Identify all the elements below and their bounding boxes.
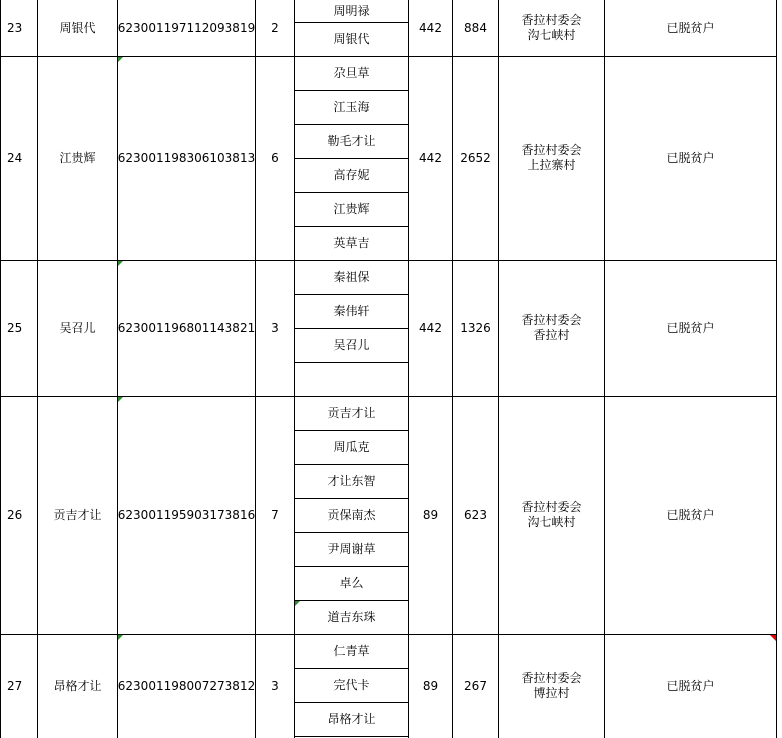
member-name: 尕旦草 <box>333 65 370 80</box>
member-name: 贡吉才让 <box>327 405 376 420</box>
account-number: 623001196801143821 <box>118 320 255 335</box>
poverty-status: 已脱贫户 <box>666 320 715 335</box>
village-location <box>499 396 604 634</box>
village-location-line: 香拉村委会 <box>521 313 582 327</box>
member-name: 贡保南杰 <box>327 507 376 522</box>
text-format-marker <box>118 397 123 402</box>
account-number: 623001198007273812 <box>118 678 255 693</box>
member-name: 道吉东珠 <box>327 609 376 624</box>
unit-amount: 442 <box>419 20 442 35</box>
text-format-marker <box>295 601 300 606</box>
account-number: 623001195903173816 <box>118 507 255 522</box>
unit-amount: 442 <box>419 150 442 165</box>
village-location-line: 香拉村委会 <box>521 500 582 514</box>
member-name: 秦祖保 <box>333 269 370 284</box>
total-amount: 884 <box>464 20 487 35</box>
household-head-name: 吴召儿 <box>59 320 96 335</box>
text-format-marker <box>118 261 123 266</box>
account-number: 623001198306103813 <box>118 150 255 165</box>
member-name: 仁青草 <box>333 643 370 658</box>
row-number: 27 <box>7 678 23 693</box>
member-name: 完代卡 <box>333 677 370 692</box>
household-size: 7 <box>271 507 279 522</box>
member-name: 吴召儿 <box>333 337 370 352</box>
village-location <box>499 0 604 56</box>
total-amount: 1326 <box>460 320 491 335</box>
member-name: 周瓜克 <box>333 439 370 454</box>
member-name: 秦伟轩 <box>333 303 370 318</box>
household-size: 2 <box>271 20 279 35</box>
village-location-line: 上拉寨村 <box>527 158 576 172</box>
row-number: 26 <box>7 507 23 522</box>
total-amount: 267 <box>464 678 487 693</box>
unit-amount: 89 <box>422 678 439 693</box>
village-location-line: 香拉村 <box>533 328 570 342</box>
unit-amount: 89 <box>422 507 439 522</box>
row-number: 24 <box>7 150 23 165</box>
member-row-line <box>294 736 409 737</box>
household-head-name: 昂格才让 <box>53 678 102 693</box>
total-amount: 2652 <box>460 150 491 165</box>
household-size: 3 <box>271 678 279 693</box>
poverty-status: 已脱贫户 <box>666 678 715 693</box>
household-head-name: 贡吉才让 <box>53 507 102 522</box>
household-size: 3 <box>271 320 279 335</box>
member-name: 才让东智 <box>327 473 376 488</box>
poverty-status: 已脱贫户 <box>666 20 715 35</box>
village-location <box>499 634 604 738</box>
poverty-status: 已脱贫户 <box>666 150 715 165</box>
row-number: 25 <box>7 320 23 335</box>
village-location-line: 香拉村委会 <box>521 13 582 27</box>
member-name: 昂格才让 <box>327 711 376 726</box>
village-location <box>499 56 604 260</box>
row-number: 23 <box>7 20 23 35</box>
village-location-line: 沟七峡村 <box>527 28 576 42</box>
member-name: 高存妮 <box>333 167 370 182</box>
comment-indicator <box>770 635 776 641</box>
unit-amount: 442 <box>419 320 442 335</box>
village-location-line: 香拉村委会 <box>521 671 582 685</box>
poverty-status: 已脱贫户 <box>666 507 715 522</box>
household-head-name: 周银代 <box>59 20 96 35</box>
member-name: 英草吉 <box>333 235 370 250</box>
village-location-line: 沟七峡村 <box>527 515 576 529</box>
household-size: 6 <box>271 150 279 165</box>
account-number: 623001197112093819 <box>118 20 255 35</box>
member-name: 卓么 <box>339 575 364 590</box>
member-name: 江贵辉 <box>333 201 370 216</box>
text-format-marker <box>118 57 123 62</box>
member-name: 周明禄 <box>333 3 370 18</box>
household-head-name: 江贵辉 <box>59 150 96 165</box>
member-name: 尹周谢草 <box>327 541 376 556</box>
village-location-line: 博拉村 <box>533 686 570 700</box>
total-amount: 623 <box>464 507 487 522</box>
member-name: 勒毛才让 <box>327 133 376 148</box>
member-name: 江玉海 <box>333 99 370 114</box>
member-name <box>295 362 408 396</box>
member-name: 周银代 <box>333 31 370 46</box>
village-location <box>499 260 604 396</box>
text-format-marker <box>118 635 123 640</box>
village-location-line: 香拉村委会 <box>521 143 582 157</box>
grid-column-line <box>776 0 777 738</box>
